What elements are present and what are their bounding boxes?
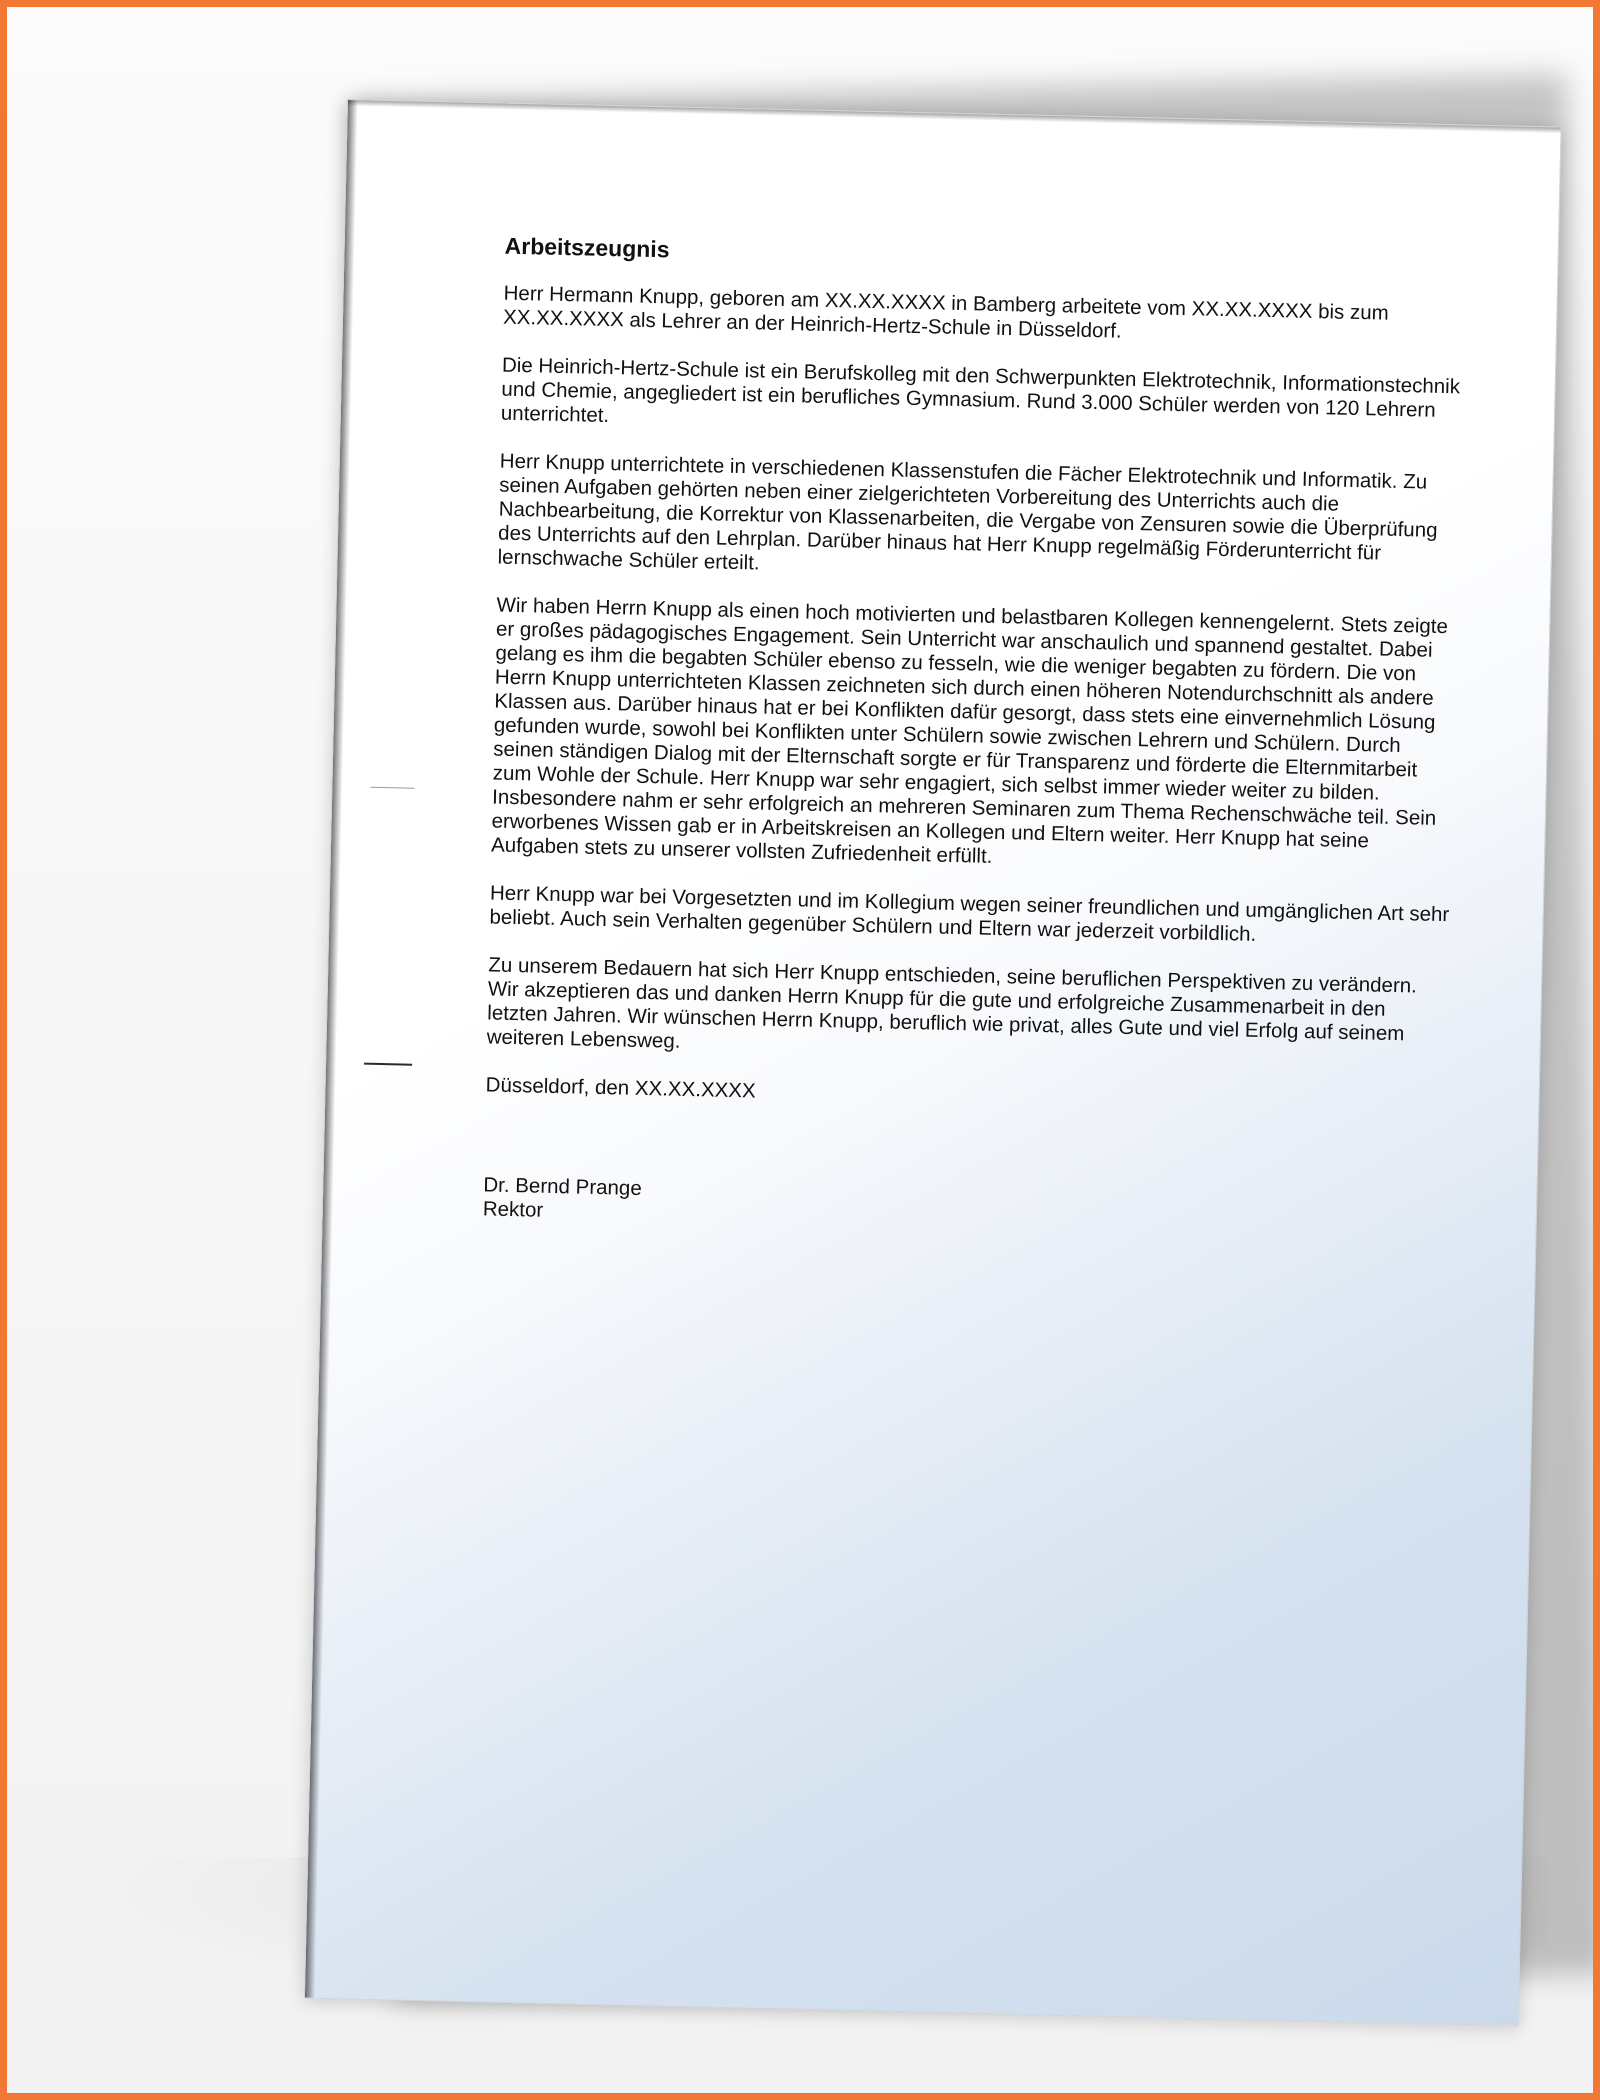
- punch-mark: [364, 1063, 412, 1066]
- document-title: Arbeitszeugnis: [504, 232, 670, 263]
- paragraph-evaluation: Wir haben Herrn Knupp als einen hoch motivierten und belastbaren Kollegen kennengelernt. Stets zeigte er großes pädagogisches Engagement. Sein Unterricht war anschaulich und spannend gestaltet. Dabei gelang es ihm die begabten Schüler ebenso zu fesseln, wie die weniger begabten zu fördern. Die von Herrn Knupp unterrichteten Klassen zeichneten sich durch einen höheren Notendurchschnitt als andere Klassen aus. Darüber hinaus hat er bei Konflikten dafür gesorgt, dass stets eine einvernehmlich Lösung gefunden wurde, sowohl bei Konflikten unter Schülern sowie zwischen Lehrern und Schülern. Durch seinen ständigen Dialog mit der Elternschaft sorgte er für Transparenz und förderte die Elternmitarbeit zum Wohle der Schule. Herr Knupp war sehr engagiert, sich selbst immer wieder weiter zu bilden. Insbesondere nahm er sehr erfolgreich an mehreren Seminaren zum Thema Rechenschwäche teil. Sein erworbenes Wissen gab er in Arbeitskreisen an Kollegen und Eltern weiter. Herr Knupp hat seine Aufgaben stets zu unserer vollsten Zufriedenheit erfüllt.: [490, 593, 1449, 868]
- signatory-role: Rektor: [482, 1197, 544, 1222]
- paragraph-farewell: Zu unserem Bedauern hat sich Herr Knupp entschieden, seine beruflichen Perspektiven zu verändern. Wir akzeptieren das und danken Herrn Knupp für die gute und erfolgreiche Zusammenarbeit in den letzten Jahren. Wir wünschen Herrn Knupp, beruflich wie privat, alles Gute und viel Erfolg auf seinem weiteren Lebensweg.: [486, 953, 1418, 1053]
- paragraph-conduct: Herr Knupp war bei Vorgesetzten und im Kollegium wegen seiner freundlichen und umgänglichen Art sehr beliebt. Auch sein Verhalten gegenüber Schülern und Eltern war jederzeit vorbildlich.: [489, 881, 1450, 946]
- paragraph-school: Die Heinrich-Hertz-Schule ist ein Berufskolleg mit den Schwerpunkten Elektrotechnik, Informationstechnik und Chemie, angegliedert ist ein berufliches Gymnasium. Rund 3.000 Schüler werden von 120 Lehrern unterrichtet.: [500, 353, 1461, 428]
- place-date: Düsseldorf, den XX.XX.XXXX: [485, 1073, 756, 1103]
- fold-mark: [370, 787, 414, 789]
- paragraph-duties: Herr Knupp unterrichtete in verschiedenen Klassenstufen die Fächer Elektrotechnik und Informatik. Zu seinen Aufgaben gehörten neben einer zielgerichteten Vorbereitung des Unterrichts auch die Nachbearbeitung, die Korrektur von Klassenarbeiten, die Vergabe von Zensuren sowie die Überprüfung des Unterrichts auf den Lehrplan. Darüber hinaus hat Herr Knupp regelmäßig Förderunterricht für lernschwache Schüler erteilt.: [497, 449, 1438, 575]
- document-page: [304, 99, 1562, 2026]
- document-body: [483, 234, 1465, 1244]
- signatory-name: Dr. Bernd Prange: [483, 1173, 643, 1200]
- paragraph-employment: Herr Hermann Knupp, geboren am XX.XX.XXXX in Bamberg arbeitete vom XX.XX.XXXX bis zum XX.XX.XXXX als Lehrer an der Heinrich-Hertz-Schule in Düsseldorf.: [502, 281, 1390, 343]
